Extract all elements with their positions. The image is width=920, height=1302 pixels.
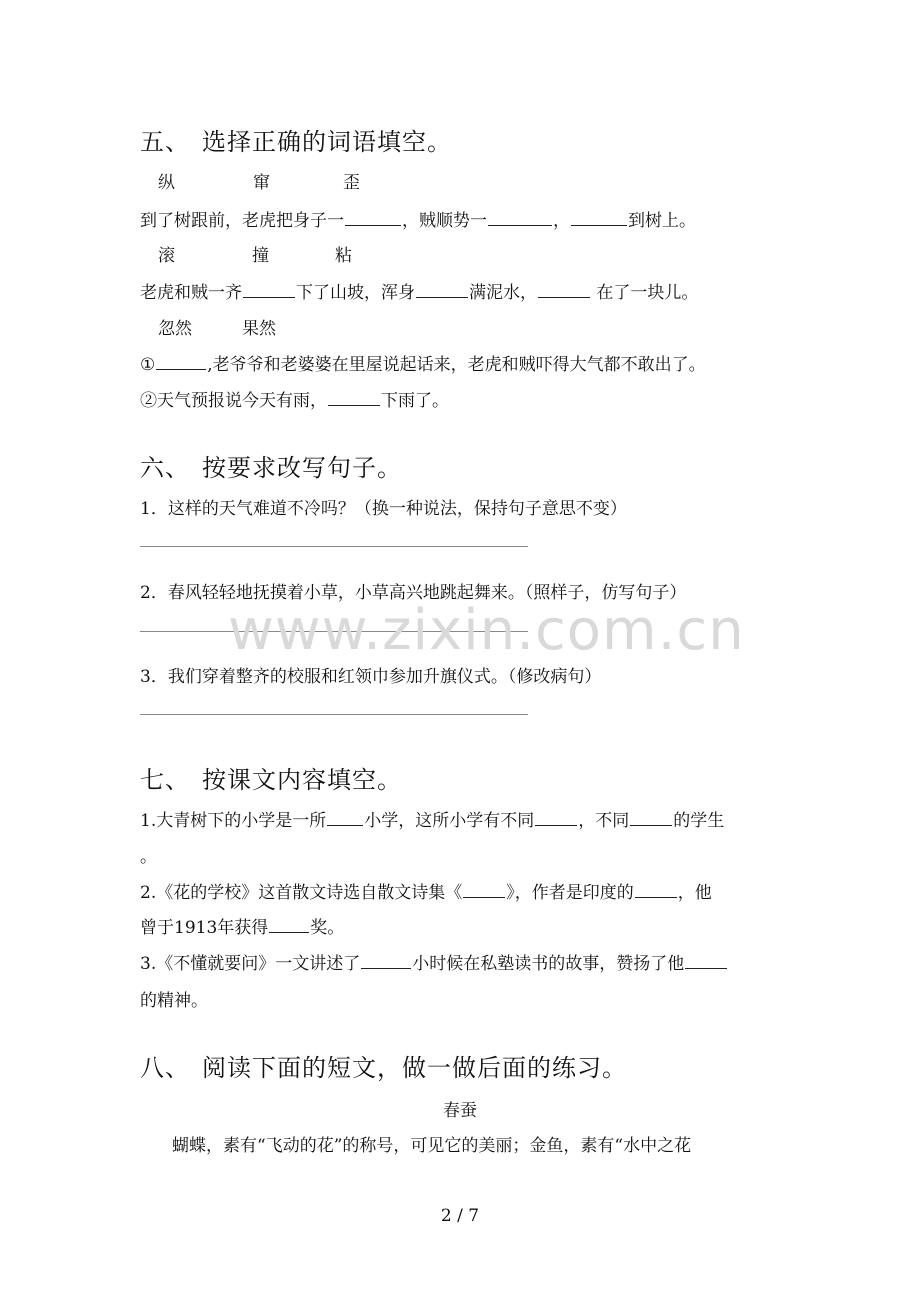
answer-blank[interactable]: [635, 883, 677, 898]
word-option: 撞: [252, 246, 269, 266]
sentence-text: ，: [553, 211, 570, 231]
section-6-number: 六、: [140, 454, 190, 482]
section-7-number: 七、: [140, 766, 190, 794]
sentence-text: 满泥水，: [469, 283, 537, 303]
word-option: 纵: [158, 173, 175, 193]
sentence-text: ，他: [677, 883, 712, 903]
answer-blank[interactable]: [328, 391, 380, 406]
sentence-text: 下了山坡，浑身: [296, 283, 415, 303]
word-option: 滚: [158, 246, 175, 266]
fill-sentence-1: [140, 206, 696, 231]
page-number: 2 / 7: [440, 1206, 480, 1226]
answer-blank[interactable]: [327, 811, 363, 826]
sentence-text: 2.《花的学校》这首散文诗选自散文诗集《: [140, 883, 463, 903]
sentence-text: 小学，这所小学有不同: [364, 811, 535, 831]
sentence-text: 奖。: [310, 918, 345, 938]
passage-title: 春蚕: [443, 1101, 477, 1121]
section-8-number: 八、: [140, 1054, 190, 1082]
fill-item-2: [140, 386, 449, 411]
section-8-heading: [140, 1048, 627, 1083]
sentence-text: 到树上。: [628, 211, 696, 231]
sentence-text: 3.《不懂就要问》一文讲述了: [140, 954, 361, 974]
answer-line-3[interactable]: [140, 714, 528, 715]
recall-q3-line1: [140, 949, 728, 974]
section-6-heading: [140, 448, 402, 483]
sentence-text: 老虎和贼一齐: [140, 283, 242, 303]
section-7-heading: [140, 760, 402, 795]
word-option: 忽然: [158, 319, 192, 339]
watermark: www.zixin.com.cn: [228, 598, 745, 663]
rewrite-question-2: 2．春风轻轻地抚摸着小草，小草高兴地跳起舞来。（照样子，仿写句子）: [140, 583, 687, 603]
section-7-title: 按课文内容填空。: [202, 766, 402, 794]
answer-blank[interactable]: [156, 355, 206, 370]
section-5-title: 选择正确的词语填空。: [202, 128, 452, 156]
word-option: 歪: [343, 173, 360, 193]
sentence-text: ，贼顺势一: [402, 211, 487, 231]
recall-q2-line2: [140, 913, 344, 938]
sentence-text: 》，作者是印度的: [506, 883, 634, 903]
answer-blank[interactable]: [416, 283, 468, 298]
fill-sentence-2: [140, 278, 698, 303]
answer-blank[interactable]: [538, 283, 590, 298]
rewrite-question-1: 1．这样的天气难道不冷吗？（换一种说法，保持句子意思不变）: [140, 499, 627, 519]
sentence-text: 到了树跟前，老虎把身子一: [140, 211, 344, 231]
sentence-text: 曾于1913年获得: [140, 918, 269, 938]
section-5-heading: [140, 122, 452, 157]
answer-blank[interactable]: [361, 954, 411, 969]
answer-blank[interactable]: [630, 811, 672, 826]
word-option: 果然: [242, 319, 276, 339]
recall-q1-line1: [140, 806, 724, 831]
sentence-text: ,老爷爷和老婆婆在里屋说起话来，老虎和贼吓得大气都不敢出了。: [207, 355, 706, 375]
answer-blank[interactable]: [488, 211, 552, 226]
fill-item-1: [140, 350, 706, 375]
rewrite-question-3: 3．我们穿着整齐的校服和红领巾参加升旗仪式。（修改病句）: [140, 667, 602, 687]
sentence-text: 小时候在私塾读书的故事，赞扬了他: [412, 954, 685, 974]
recall-q1-line2: 。: [140, 847, 157, 867]
sentence-text: ①: [140, 355, 156, 375]
recall-q2-line1: [140, 878, 712, 903]
answer-blank[interactable]: [685, 954, 727, 969]
section-8-title: 阅读下面的短文，做一做后面的练习。: [202, 1054, 627, 1082]
section-6-title: 按要求改写句子。: [202, 454, 402, 482]
answer-line-1[interactable]: [140, 546, 528, 547]
answer-blank[interactable]: [463, 883, 505, 898]
answer-blank[interactable]: [269, 918, 309, 933]
sentence-text: 在了一块儿。: [591, 283, 699, 303]
sentence-text: 的学生: [673, 811, 725, 831]
recall-q3-line2: 的精神。: [140, 991, 208, 1011]
sentence-text: ，不同: [578, 811, 630, 831]
answer-blank[interactable]: [345, 211, 401, 226]
word-option: 窜: [253, 173, 270, 193]
answer-blank[interactable]: [535, 811, 577, 826]
sentence-text: 下雨了。: [381, 391, 449, 411]
sentence-text: 1.大青树下的小学是一所: [140, 811, 327, 831]
answer-blank[interactable]: [571, 211, 627, 226]
sentence-text: ②天气预报说今天有雨，: [140, 391, 327, 411]
passage-text: 蝴蝶，素有“飞动的花”的称号，可见它的美丽；金鱼，素有“水中之花: [172, 1136, 692, 1156]
section-5-number: 五、: [140, 128, 190, 156]
word-option: 粘: [335, 246, 352, 266]
answer-blank[interactable]: [243, 283, 295, 298]
